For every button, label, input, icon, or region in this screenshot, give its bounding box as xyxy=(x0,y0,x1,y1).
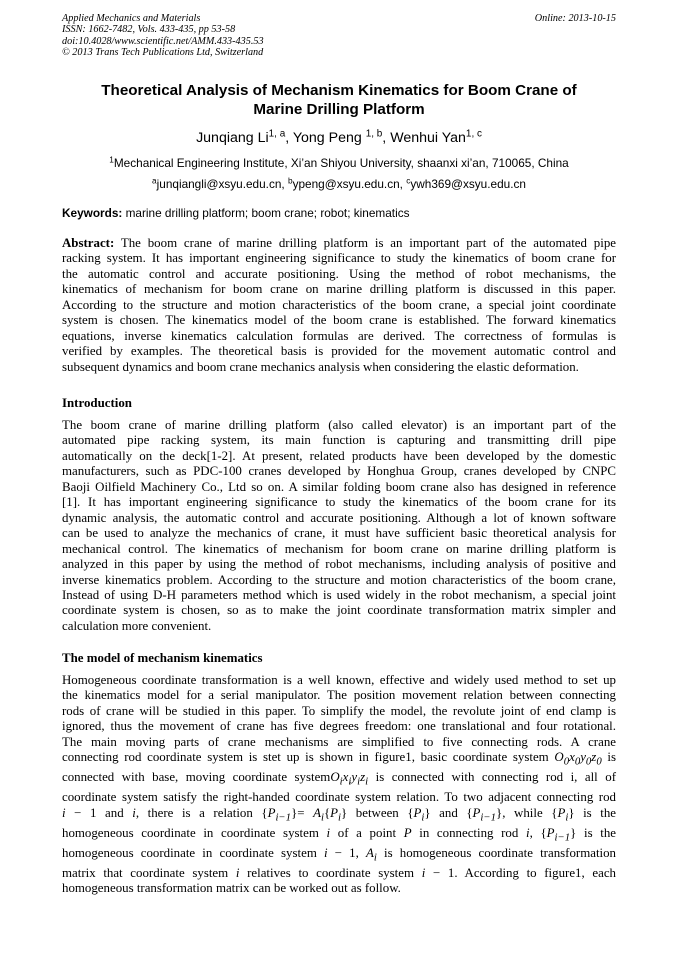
model-line-10a: homogeneous coordinate in coordinate system xyxy=(62,825,327,840)
model-line-1: Homogeneous coordinate transformation is a well known, effective and widely used method to set up xyxy=(62,673,616,687)
intro-line-9: mechanical control. The kinematics of mechanism for boom crane on marine drilling platform is xyxy=(62,541,616,556)
model-line-6a: connecting rod coordinate system is stet up is shown in figure1, basic coordinate system xyxy=(62,750,555,765)
keywords-text: marine drilling platform; boom crane; robot; kinematics xyxy=(122,206,410,220)
model-line-7b: is connected with connecting rod i, all of xyxy=(368,770,616,785)
math-p: P xyxy=(403,825,412,840)
intro-line-8: can be used to analyze the mechanics of crane, it must have sufficient basic theoretical analysis for xyxy=(62,526,616,541)
abstract-text-1: The boom crane of marine drilling platform is an important part of the automated pipe xyxy=(114,236,616,250)
abstract-line-4: kinematics of mechanism for boom crane on marine drilling platform is discussed in this paper. xyxy=(62,282,616,297)
abstract-line-8: verified by examples. The theoretical basis is provided for the movement automatic control and xyxy=(62,344,616,359)
affiliation-text: Mechanical Engineering Institute, Xi’an Shiyou University, shaanxi xi’an, 710065, China xyxy=(113,156,569,170)
model-line-3: rods of crane will be studied in this paper. To simplify the model, the revolute joint of end clamp is xyxy=(62,703,616,718)
math-oixiyizi: $O_ix_iy_iz_i$ xyxy=(330,770,369,788)
math-pi-minus-1-b: $\{P_{i-1}\}$ xyxy=(540,825,577,844)
math-minus-one-b: − 1 xyxy=(327,845,356,860)
abstract-line-9: subsequent dynamics and boom crane mechanics analysis when considering the elastic deformation. xyxy=(62,359,579,374)
model-line-11c: is homogeneous coordinate transformation xyxy=(376,845,616,860)
issn-line: ISSN: 1662-7482, Vols. 433-435, pp 53-58 xyxy=(62,24,236,36)
intro-line-6: [1]. It has important engineering significance to study the kinematics of the boom crane for its xyxy=(62,495,616,510)
model-line-9 xyxy=(62,806,616,826)
model-line-5: The main moving parts of crane mechanisms are simplified to five connecting rods. A crane xyxy=(62,734,616,749)
copyright-line: © 2013 Trans Tech Publications Ltd, Switzerland xyxy=(62,47,264,59)
model-line-2: the kinematics model for a serial manipulator. The position movement relation between connecting xyxy=(62,688,616,703)
model-line-11a: homogeneous coordinate in coordinate system xyxy=(62,845,325,860)
model-line-8: coordinate system satisfy the right-handed coordinate system relation. To two adjacent connecting rod xyxy=(62,790,616,805)
abstract-line-3: the automatic control and accurate positioning. Using the method of robot mechanisms, the xyxy=(62,266,616,281)
math-i-c: i xyxy=(525,825,530,840)
abstract-label: Abstract: xyxy=(62,236,115,250)
math-i-minus-1-c: i xyxy=(421,865,426,880)
model-line-12 xyxy=(62,866,616,881)
author-3: Wenhui Yan xyxy=(390,130,466,146)
author-3-affil: 1, c xyxy=(465,128,482,140)
author-2: Yong Peng xyxy=(292,130,362,146)
model-line-11 xyxy=(62,846,616,866)
model-line-9a: and xyxy=(96,805,133,820)
math-minus-one-c: − 1 xyxy=(425,865,455,880)
model-line-12c: . According to figure1, each xyxy=(454,865,616,880)
math-pi-2: $\{P_i\}$ xyxy=(551,805,575,824)
intro-line-4: manufacturers, such as PDC-100 cranes developed by Honghua Group, cranes developed by CNPC xyxy=(62,464,616,479)
model-line-11b: , xyxy=(355,845,367,860)
model-line-10b: of a point xyxy=(330,825,404,840)
model-heading: The model of mechanism kinematics xyxy=(62,651,263,665)
model-line-7 xyxy=(62,770,616,790)
math-ai: $A_i$ xyxy=(366,845,377,864)
intro-line-2: automated pipe racking system, its main function is capturing and transmitting drill pipe xyxy=(62,433,616,448)
email-b[interactable]: ypeng@xsyu.edu.cn, xyxy=(292,177,403,191)
abstract xyxy=(62,236,616,375)
model-line-10c: in connecting rod xyxy=(411,825,526,840)
math-i-d: i xyxy=(235,865,240,880)
author-2-affil: 1, b xyxy=(365,128,383,140)
model-line-9f: is the xyxy=(574,805,616,820)
email-list xyxy=(62,177,616,192)
model-line-9d: and xyxy=(430,805,467,820)
model-line-4: ignored, thus the movement of crane has five degrees freedom: one translational and four rotational. xyxy=(62,719,616,734)
abstract-line-1 xyxy=(62,236,616,251)
introduction-body xyxy=(62,418,616,634)
math-i-minus-1: i xyxy=(62,805,66,820)
model-line-10e: is the xyxy=(576,825,617,840)
abstract-line-7: equations, inverse kinematics calculation formulas are derived. The correctness of formulas is xyxy=(62,328,616,343)
model-line-6b: is xyxy=(601,750,616,765)
intro-line-14: calculation more convenient. xyxy=(62,618,212,633)
keywords xyxy=(62,206,616,221)
model-line-6 xyxy=(62,750,616,770)
intro-line-11: inverse kinematics problem. According to the structure and motion characteristics of the boom crane, xyxy=(62,572,616,587)
model-line-12a: matrix that coordinate system xyxy=(62,865,236,880)
email-c[interactable]: ywh369@xsyu.edu.cn xyxy=(410,177,526,191)
author-1: Junqiang Li xyxy=(196,130,269,146)
email-a-marker: a xyxy=(152,176,157,186)
paper-title xyxy=(62,81,616,119)
intro-line-1: The boom crane of marine drilling platform (also called elevator) is an important part of the xyxy=(62,418,616,432)
model-line-7a: connected with base, moving coordinate system xyxy=(62,770,331,785)
model-line-9e: , while xyxy=(502,805,552,820)
model-body xyxy=(62,673,616,897)
affiliation-marker: 1 xyxy=(109,155,114,165)
math-i-b: i xyxy=(326,825,331,840)
online-date: Online: 2013-10-15 xyxy=(534,13,616,24)
keywords-label: Keywords: xyxy=(62,206,123,220)
affiliation xyxy=(62,156,616,171)
journal-name: Applied Mechanics and Materials xyxy=(62,13,201,24)
email-b-marker: b xyxy=(287,176,293,186)
journal-header xyxy=(62,13,264,59)
model-line-12b: relatives to coordinate system xyxy=(239,865,422,880)
math-i-minus-1-b: i xyxy=(324,845,328,860)
email-a[interactable]: junqiangli@xsyu.edu.cn, xyxy=(156,177,285,191)
intro-line-5: Baoji Oilfield Machinery Co., Ltd so on. A similar folding boom crane also has designed in reference xyxy=(62,479,616,494)
model-line-9c: between xyxy=(347,805,408,820)
email-c-marker: c xyxy=(406,176,411,186)
intro-line-12: Instead of using D-H parameters method which is used widely in the robot mechanism, a special joint xyxy=(62,587,616,602)
math-i: i xyxy=(132,805,136,820)
intro-line-13: coordinate system is chosen, so as to make the joint coordinate transformation matrix simpler and xyxy=(62,603,616,618)
intro-line-10: analyzed in this paper by using the method of robot mechanisms, including analysis of positive and xyxy=(62,557,616,572)
abstract-line-6: system is chosen. The kinematics model of the boom crane is established. The forward kinematics xyxy=(62,313,616,328)
intro-line-3: automatically on the deck[1-2]. At present, related products have been developed by the domestic xyxy=(62,448,616,463)
title-line-1: Theoretical Analysis of Mechanism Kinematics for Boom Crane of xyxy=(101,82,577,99)
abstract-line-5: According to the structure and motion characteristics of the boom crane, a special joint coordinate xyxy=(62,297,616,312)
doi-line: doi:10.4028/www.scientific.net/AMM.433-435.53 xyxy=(62,35,264,47)
intro-line-7: dynamic analysis, the automatic control and accurate positioning. Although a lot of known software xyxy=(62,510,616,525)
model-line-9b: , there is a relation xyxy=(135,805,262,820)
author-list: Junqiang Li$^{1, a}$, Yong Peng $^{1, b}$, Wenhui Yan$^{1, c}$ xyxy=(196,128,482,146)
author-1-affil: 1, a xyxy=(268,128,286,140)
math-relation: $\{P_{i-1}\}= A_i\{P_i\}$ xyxy=(261,805,348,824)
model-line-10 xyxy=(62,826,616,846)
math-pi: $\{P_i\}$ xyxy=(407,805,431,824)
abstract-line-2: racking system. It has important engineering significance to study the kinematics of boom crane for xyxy=(62,251,616,266)
math-minus-one: − 1 xyxy=(65,805,97,820)
math-pi-minus-1: $\{P_{i-1}\}$ xyxy=(466,805,503,824)
model-line-13: homogeneous transformation matrix can be worked out as follow. xyxy=(62,881,401,896)
introduction-heading: Introduction xyxy=(62,396,132,410)
math-o0x0y0z0: $O_0x_0y_0z_0$ xyxy=(554,750,602,768)
title-line-2: Marine Drilling Platform xyxy=(253,101,425,118)
model-line-10d: , xyxy=(529,825,541,840)
